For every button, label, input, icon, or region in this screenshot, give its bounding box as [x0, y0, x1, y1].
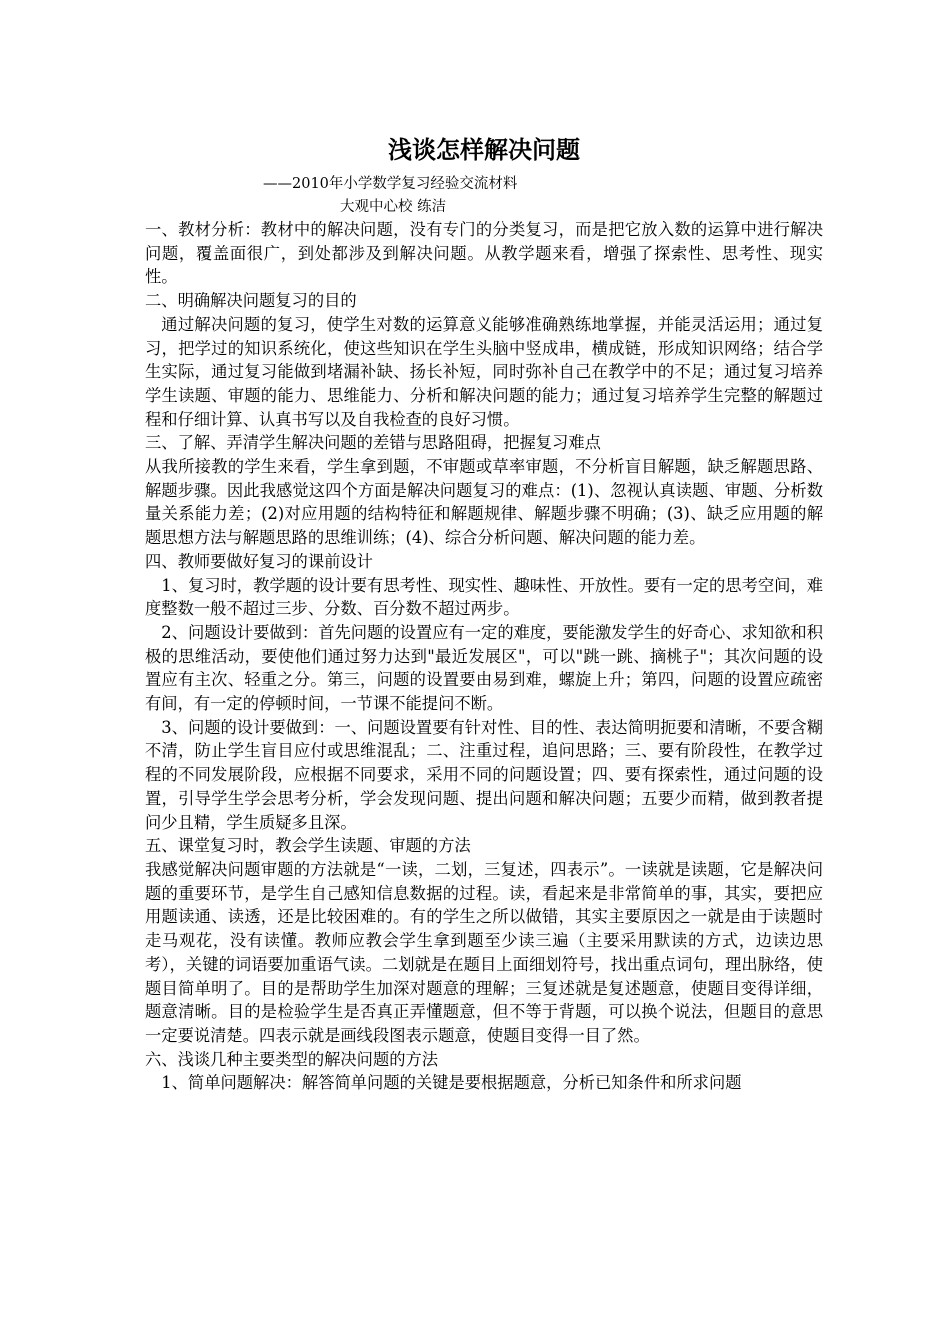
document-subtitle: ——2010年小学数学复习经验交流材料 — [263, 176, 518, 192]
document-title: 浅谈怎样解决问题 — [388, 136, 580, 164]
section-6-heading: 六、浅谈几种主要类型的解决问题的方法 — [145, 1049, 439, 1069]
section-1-heading: 一、教材分析：教材中的解决问题，没有专门的分类复习，而是把它放入数的运算中进行解决问题，覆盖面很广，到处都涉及到解决问题。从教学题来看，增强了探索性、思考性、现实性。 — [145, 220, 823, 287]
section-4-heading: 四、教师要做好复习的课前设计 — [145, 551, 373, 571]
document-body — [145, 218, 823, 1095]
section-4-item-1: 1、复习时，教学题的设计要有思考性、现实性、趣味性、开放性。要有一定的思考空间，难度整数一般不超过三步、分数、百分数不超过两步。 — [145, 575, 823, 619]
section-3-heading: 三、了解、弄清学生解决问题的差错与思路阻碍，把握复习难点 — [145, 433, 601, 453]
section-3-paragraph: 从我所接教的学生来看，学生拿到题，不审题或草率审题，不分析盲目解题，缺乏解题思路、解题步骤。因此我感觉这四个方面是解决问题复习的难点：(1)、忽视认真读题、审题、分析数量关系能力差；(2)对应用题的结构特征和解题规律、解题步骤不明确；(3)、缺乏应用题的解题思想方法与解题思路的思维训练；(4)、综合分析问题、解决问题的能力差。 — [145, 457, 823, 548]
document-author: 大观中心校 练洁 — [340, 199, 447, 215]
section-4-item-2: 2、问题设计要做到：首先问题的设置应有一定的难度，要能激发学生的好奇心、求知欲和积极的思维活动，要使他们通过努力达到"最近发展区"，可以"跳一跳、摘桃子"；其次问题的设置应有主次、轻重之分。第三，问题的设置要由易到难，螺旋上升；第四，问题的设置应疏密有间，有一定的停顿时间，一节课不能提问不断。 — [145, 622, 823, 714]
section-4-item-3: 3、问题的设计要做到：一、问题设置要有针对性、目的性、表达简明扼要和清晰，不要含糊不清，防止学生盲目应付或思维混乱；二、注重过程，追问思路；三、要有阶段性，在教学过程的不同发展阶段，应根据不同要求，采用不同的问题设置；四、要有探索性，通过问题的设置，引导学生学会思考分析，学会发现问题、提出问题和解决问题；五要少而精，做到教者提问少且精，学生质疑多且深。 — [145, 717, 823, 832]
section-5-heading: 五、课堂复习时，教会学生读题、审题的方法 — [145, 836, 471, 856]
section-6-item-1: 1、简单问题解决：解答简单问题的关键是要根据题意，分析已知条件和所求问题 — [161, 1073, 742, 1093]
section-2-paragraph: 通过解决问题的复习，使学生对数的运算意义能够准确熟练地掌握，并能灵活运用；通过复习，把学过的知识系统化，使这些知识在学生头脑中竖成串，横成链，形成知识网络；结合学生实际，通过复习能做到堵漏补缺、扬长补短，同时弥补自己在教学中的不足；通过复习培养学生读题、审题的能力、思维能力、分析和解决问题的能力；通过复习培养学生完整的解题过程和仔细计算、认真书写以及自我检查的良好习惯。 — [145, 314, 823, 429]
section-2-heading: 二、明确解决问题复习的目的 — [145, 291, 357, 311]
document-page — [145, 128, 823, 1095]
section-5-paragraph: 我感觉解决问题审题的方法就是“一读，二划，三复述，四表示”。一读就是读题，它是解决问题的重要环节，是学生自己感知信息数据的过程。读，看起来是非常简单的事，其实，要把应用题读通、读透，还是比较困难的。有的学生之所以做错，其实主要原因之一就是由于读题时走马观花，没有读懂。教师应教会学生拿到题至少读三遍（主要采用默读的方式，边读边思考），关键的词语要加重语气读。二划就是在题目上面细划符号，找出重点词句，理出脉络，使题目简单明了。目的是帮助学生加深对题意的理解；三复述就是复述题意，使题目变得详细，题意清晰。目的是检验学生是否真正弄懂题意，但不等于背题，可以换个说法，但题目的意思一定要说清楚。四表示就是画线段图表示题意，使题目变得一目了然。 — [145, 859, 823, 1045]
